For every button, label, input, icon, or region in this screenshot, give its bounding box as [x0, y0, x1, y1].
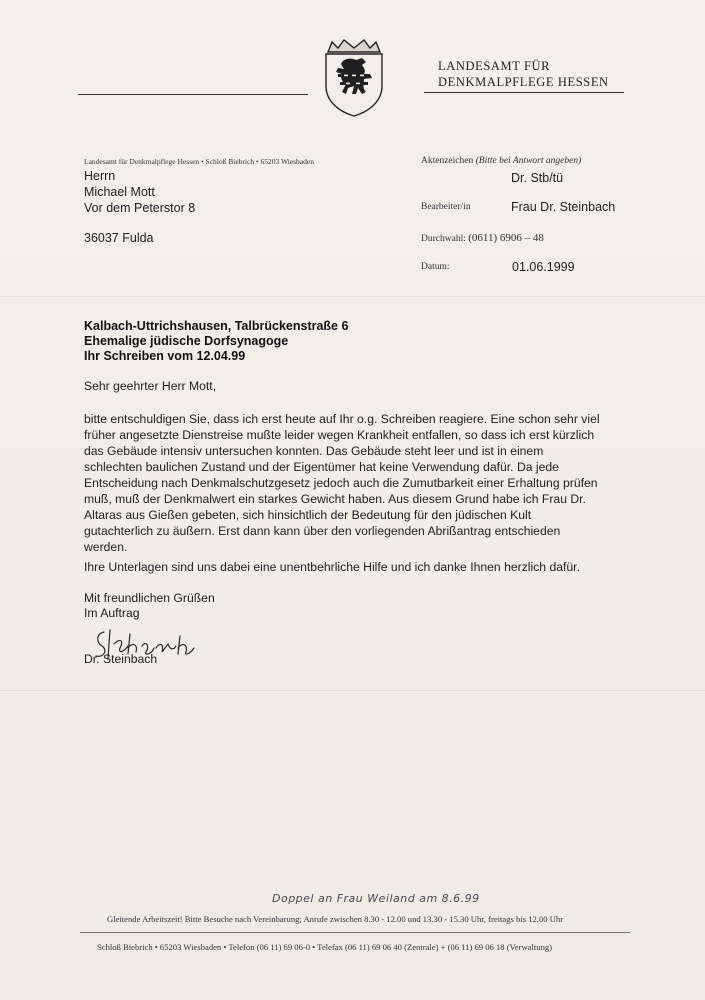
- footer-address: Schloß Biebrich • 65203 Wiesbaden • Telefon (06 11) 69 06-0 • Telefax (06 11) 69 06 40 (Zentrale) + (06 11) 69 06 18 (Verwaltung): [97, 942, 553, 952]
- body-paragraph-2: Ihre Unterlagen sind uns dabei eine unentbehrliche Hilfe und ich danke Ihnen herzlich dafür.: [84, 560, 580, 574]
- body-line: Entscheidung nach Denkmalschutzgesetz jedoch auch die Zumutbarkeit einer Erhaltung prüfen: [84, 476, 598, 490]
- bearbeiter-label: Bearbeiter/in: [421, 202, 471, 212]
- aktenzeichen-value: Dr. Stb/tü: [511, 171, 564, 185]
- greeting: Sehr geehrter Herr Mott,: [84, 379, 217, 393]
- bearbeiter-value: Frau Dr. Steinbach: [511, 200, 616, 214]
- datum-value: 01.06.1999: [512, 260, 575, 274]
- letterhead-rule-left: [78, 94, 308, 95]
- recipient-city: 36037 Fulda: [84, 231, 154, 245]
- im-auftrag: Im Auftrag: [84, 606, 140, 620]
- datum-label: Datum:: [421, 262, 450, 272]
- sender-line: Landesamt für Denkmalpflege Hessen • Schloß Biebrich • 65203 Wiesbaden: [84, 157, 314, 166]
- body-line: gutachterlich zu äußern. Erst dann kann über den vorliegenden Abrißantrag entschieden: [84, 524, 561, 538]
- subject-line-2: Ehemalige jüdische Dorfsynagoge: [84, 334, 289, 348]
- signer-name: Dr. Steinbach: [84, 652, 158, 666]
- coat-of-arms-icon: [322, 38, 386, 118]
- handwritten-note: Doppel an Frau Weiland am 8.6.99: [272, 892, 480, 905]
- aktenzeichen-hint: (Bitte bei Antwort angeben): [475, 156, 582, 166]
- recipient-name: Michael Mott: [84, 185, 155, 199]
- authority-line-2: DENKMALPFLEGE HESSEN: [438, 75, 609, 89]
- subject-line-1: Kalbach-Uttrichshausen, Talbrückenstraße 6: [84, 319, 349, 333]
- authority-line-1: LANDESAMT FÜR: [438, 59, 551, 73]
- subject-line-3: Ihr Schreiben vom 12.04.99: [84, 349, 246, 363]
- body-line: früher angesetzte Dienstreise mußte leider wegen Krankheit entfallen, so dass ich erst kürzlich: [84, 428, 595, 442]
- aktenzeichen-label: Aktenzeichen (Bitte bei Antwort angeben): [421, 156, 582, 166]
- body-line: das Gebäude intensiv untersuchen konnten. Das Gebäude steht leer und ist in einem: [84, 444, 544, 458]
- closing-line: Mit freundlichen Grüßen: [84, 591, 215, 605]
- footer-rule: [80, 932, 630, 933]
- durchwahl-value: (0611) 6906 – 48: [468, 232, 544, 244]
- footer-office-hours: Gleitende Arbeitszeit! Bitte Besuche nach Vereinbarung; Anrufe zwischen 8.30 - 12.00 und 13.30 - 15.30 Uhr, freitags bis 12.00 Uhr: [107, 914, 564, 924]
- letterhead-rule-right: [424, 92, 624, 93]
- durchwahl-label: Durchwahl: (0611) 6906 – 48: [421, 232, 544, 244]
- body-line: werden.: [84, 540, 128, 554]
- body-line: bitte entschuldigen Sie, dass ich erst heute auf Ihr o.g. Schreiben reagiere. Eine schon sehr viel: [84, 412, 600, 426]
- body-line: muß, muß der Denkmalwert ein starkes Gewicht haben. Aus diesem Grund habe ich Frau Dr.: [84, 492, 586, 506]
- body-line: schlechten baulichen Zustand und der Eigentümer hat keine Verwendung dafür. Da jede: [84, 460, 559, 474]
- authority-name: [438, 58, 609, 90]
- body-line: Altaras aus Gießen gebeten, sich hinsichtlich der Bedeutung für den jüdischen Kult: [84, 508, 532, 522]
- paper-fold-line: [0, 296, 705, 297]
- recipient-street: Vor dem Peterstor 8: [84, 201, 196, 215]
- paper-fold-line: [0, 690, 705, 691]
- body-paragraph-1: [84, 411, 624, 555]
- recipient-salutation: Herrn: [84, 169, 116, 183]
